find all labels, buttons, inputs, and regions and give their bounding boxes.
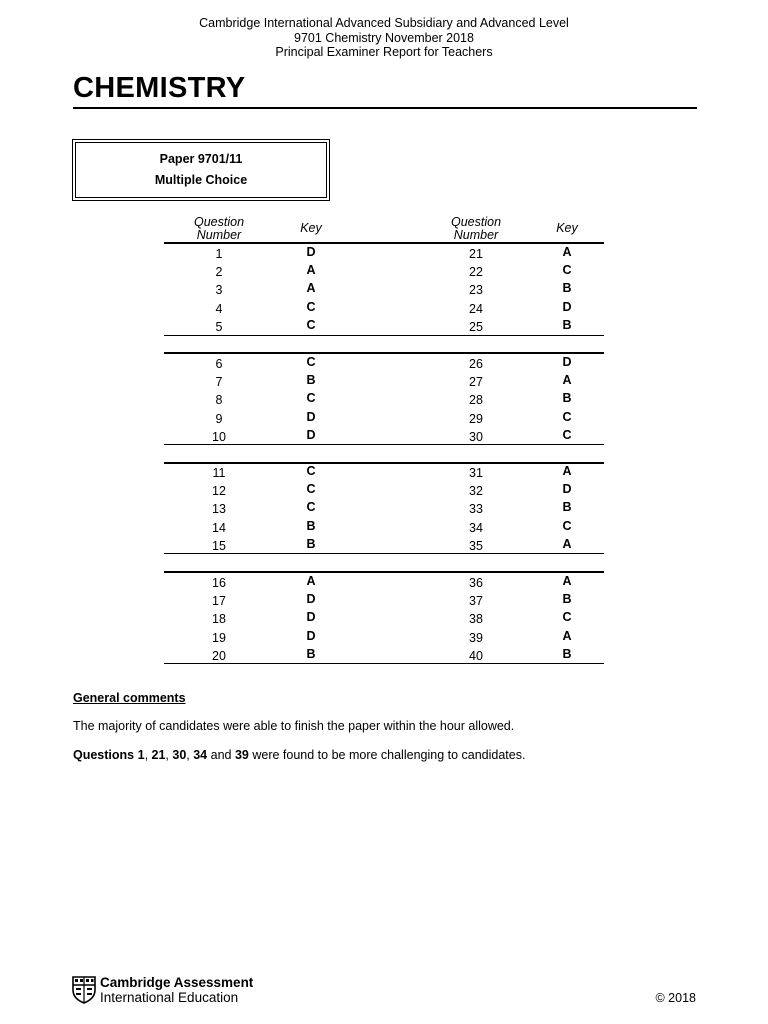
question-number-header-right: Question Number (450, 215, 502, 242)
answer-key: A (562, 464, 572, 478)
answer-key: B (562, 500, 572, 515)
answer-key: C (306, 464, 316, 478)
question-number: 18 (212, 612, 226, 627)
question-number: 5 (215, 319, 223, 334)
answer-key: B (306, 373, 316, 388)
question-number: 35 (469, 538, 483, 553)
question-number: 39 (469, 630, 483, 645)
question-number: 25 (469, 319, 483, 334)
question-number: 27 (469, 375, 483, 390)
question-number: 2 (215, 265, 223, 280)
answer-key: D (306, 245, 316, 259)
answer-key: A (306, 263, 316, 278)
cambridge-shield-icon (72, 976, 96, 1004)
question-number: 8 (215, 393, 223, 408)
answer-key: C (306, 391, 316, 406)
question-number: 28 (469, 393, 483, 408)
answer-key: B (306, 518, 316, 533)
question-number: 38 (469, 612, 483, 627)
question-number: 34 (469, 520, 483, 535)
question-number: 1 (215, 247, 223, 261)
answer-key: C (562, 263, 572, 278)
question-number: 4 (215, 301, 223, 316)
question-number: 29 (469, 411, 483, 426)
question-number: 15 (212, 538, 226, 553)
answer-key: D (562, 355, 572, 369)
answer-key: D (306, 427, 316, 442)
answer-key: B (306, 536, 316, 551)
report-header (0, 16, 768, 60)
paper-code: Paper 9701/11 (159, 152, 243, 166)
table-rule (164, 352, 604, 354)
cambridge-logo (72, 975, 272, 1007)
question-number: 17 (212, 594, 226, 609)
answer-key: C (306, 355, 316, 369)
table-rule (164, 242, 604, 244)
table-rule (164, 335, 604, 336)
question-number: 19 (212, 630, 226, 645)
answer-key: C (562, 427, 572, 442)
question-number-header-left: Question Number (193, 215, 245, 242)
question-number: 36 (469, 576, 483, 590)
question-number: 21 (469, 247, 483, 261)
copyright: © 2018 (655, 991, 696, 1005)
title-divider (73, 107, 697, 109)
header-line-2: 9701 Chemistry November 2018 (294, 30, 474, 45)
question-number: 11 (212, 466, 226, 480)
question-number: 10 (212, 429, 226, 444)
question-number: 32 (469, 484, 483, 499)
table-rule (164, 444, 604, 445)
question-number: 33 (469, 502, 483, 517)
answer-key: D (306, 592, 316, 607)
answer-key: B (562, 281, 572, 296)
answer-key: A (562, 536, 572, 551)
question-number: 22 (469, 265, 483, 280)
general-comments-paragraph-1: The majority of candidates were able to finish the paper within the hour allowed. (73, 719, 515, 733)
answer-key: C (562, 409, 572, 424)
question-number: 14 (212, 520, 226, 535)
question-number: 20 (212, 648, 226, 663)
answer-key: C (562, 610, 572, 625)
answer-key: B (562, 391, 572, 406)
header-line-1: Cambridge International Advanced Subsidiary and Advanced Level (199, 16, 569, 30)
answer-key: C (562, 518, 572, 533)
answer-key: B (306, 646, 316, 661)
question-number: 13 (212, 502, 226, 517)
answer-key: C (306, 299, 316, 314)
question-number: 9 (215, 411, 223, 426)
answer-key: C (306, 500, 316, 515)
answer-key: A (306, 281, 316, 296)
logo-text-line-1: Cambridge Assessment (100, 975, 254, 990)
key-header-left: Key (300, 221, 322, 235)
answer-key: A (562, 245, 572, 259)
question-number: 6 (215, 357, 223, 371)
answer-key: C (306, 482, 316, 497)
table-rule (164, 663, 604, 664)
question-number: 26 (469, 357, 483, 371)
answer-key: C (306, 317, 316, 332)
question-number: 30 (469, 429, 483, 444)
table-rule (164, 553, 604, 554)
general-comments-paragraph-2: Questions 1, 21, 30, 34 and 39 were found to be more challenging to candidates. (73, 748, 526, 762)
answer-key: D (306, 628, 316, 643)
answer-key: A (562, 373, 572, 388)
header-line-3: Principal Examiner Report for Teachers (275, 45, 493, 59)
paper-type: Multiple Choice (154, 173, 248, 187)
question-number: 37 (469, 594, 483, 609)
question-number: 3 (215, 283, 223, 298)
question-number: 40 (469, 648, 483, 663)
question-number: 7 (215, 375, 223, 390)
key-header-right: Key (556, 221, 578, 235)
table-rule (164, 571, 604, 573)
answer-key: B (562, 317, 572, 332)
answer-key: D (562, 482, 572, 497)
answer-key: A (562, 574, 572, 588)
page-title: CHEMISTRY (73, 72, 246, 104)
answer-key: D (306, 610, 316, 625)
answer-key: D (562, 299, 572, 314)
question-number: 12 (212, 484, 226, 499)
answer-key: D (306, 409, 316, 424)
question-number: 24 (469, 301, 483, 316)
answer-key: A (306, 574, 316, 588)
question-number: 16 (212, 576, 226, 590)
answer-key: A (562, 628, 572, 643)
general-comments-heading: General comments (73, 691, 186, 705)
paper-box (72, 139, 330, 201)
answer-key: B (562, 592, 572, 607)
question-number: 31 (469, 466, 483, 480)
answer-key: B (562, 646, 572, 661)
question-number: 23 (469, 283, 483, 298)
logo-text-line-2: International Education (100, 990, 239, 1005)
